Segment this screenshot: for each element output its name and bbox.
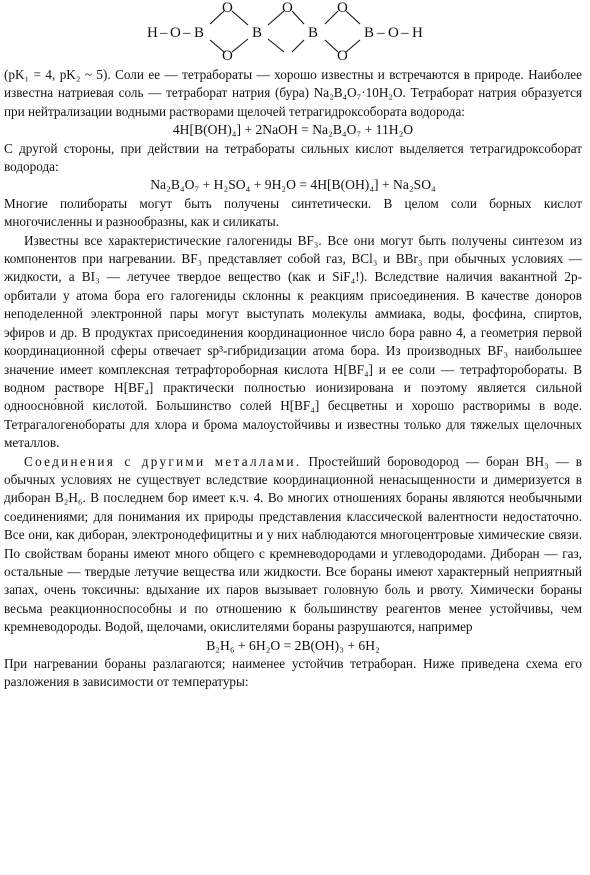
atom-label: O: [170, 25, 181, 41]
bond-dash: –: [160, 25, 168, 41]
bond-line: [268, 39, 284, 52]
atom-label: O: [388, 25, 399, 41]
atom-label: B: [194, 25, 205, 41]
atom-label: O: [282, 0, 293, 16]
bond-line: [232, 11, 248, 25]
atom-label: O: [222, 0, 233, 16]
atom-label: B: [308, 25, 319, 41]
paragraph-polyborates: Многие полибораты могут быть получены синтетически. В целом соли борных кислот многочисленны и разнообразны, как и силикаты.: [4, 195, 582, 230]
document-body: [4, 66, 582, 692]
atom-label: O: [337, 0, 348, 16]
paragraph-decomposition: При нагревании бораны разлагаются; наименее устойчив тетраборан. Ниже приведена схема его разложения в зависимости от температуры:: [4, 656, 582, 690]
bond-dash: –: [401, 25, 409, 41]
bond-line: [292, 40, 304, 52]
section-heading: Соединения с другими металлами.: [24, 453, 302, 469]
equation-neutralization: 4H[B(OH)₄] + 2NaOH = Na₂B₄O₇ + 11H₂O: [172, 122, 414, 138]
bond-dash: –: [183, 25, 191, 41]
atom-label: O: [337, 48, 348, 64]
bond-line: [346, 40, 360, 52]
bond-line: [292, 11, 304, 24]
paragraph-halides: Известны все характеристические галогениды BF₃. Все они могут быть получены синтезом из компонентов при нагревании. BF₃ представляет собой газ, BCl₃ и BBr₃ при обычных условиях — жидкости, а BI₃ — летучее твердое вещество (как и SiF₄!). Вследствие наличия вакантной 2p-орбитали у атома бора его галогениды склонны к реакциям присоединения. В качестве доноров неподеленной электронной пары могут выступать молекулы аммиака, воды, фосфина, спиртов, эфиров и др. В продуктах присоединения координационное число бора равно 4, а геометрия первой координационной сферы отвечает sp³-гибридизации атома бора. Из производных BF₃ наибольшее значение имеет комплексная тетрафтороборная кислота H[BF₄] и ее соли — тетрафторобораты. В водном растворе H[BF₄] практически полностью ионизирована и поэтому является сильной одноосно́вной кислотой. Большинство солей H[BF₄] бесцветны и хорошо растворимы в воде. Тетрагалогенобораты для хлора и брома малоустойчивы и известны только для тяжелых щелочных металлов.: [4, 232, 582, 451]
bond-line: [232, 39, 248, 52]
atom-label: B: [252, 25, 263, 41]
bond-line: [346, 11, 360, 24]
paragraph-tetraborates: (pK₁ = 4, pK₂ ~ 5). Соли ее — тетрабораты — хорошо известны и встречаются в природе. Наиболее известна натриевая соль — тетраборат натрия (бура) Na₂B₄O₇·10H₂O. Тетраборат натрия образуется при нейтрализации водными растворами щелочей тетрагидроксобората водорода:: [4, 67, 582, 119]
atom-label: H: [412, 25, 423, 41]
tetraboric-acid-structure: [0, 0, 590, 64]
equation-diborane-hydrolysis: B₂H₆ + 6H₂O = 2B(OH)₃ + 6H₂: [206, 637, 380, 653]
paragraph-boranes: [4, 453, 582, 637]
bond-dash: –: [377, 25, 385, 41]
equation-acid-reaction: Na₂B₄O₇ + H₂SO₄ + 9H₂O = 4H[B(OH)₄] + Na₂SO₄: [150, 177, 436, 193]
paragraph-boranes-text: Простейший бороводород — боран BH₃ — в обычных условиях не существует вследствие координационной ненасыщенности и димеризуется в диборан B₂H₆. В последнем бор имеет к.ч. 4. Во многих отношениях бораны являются необычными соединениями; для понимания их природы представления классической валентности недостаточно. Все они, как диборан, электронодефицитны и у них наблюдаются многоцентровые химические связи. По свойствам бораны имеют много общего с кремневодородами и углеводородами. Диборан — газ, остальные — твердые летучие вещества или жидкости. Все бораны имеют характерный неприятный запах, очень токсичны: вдыхание их паров вызывает головную боль и рвоту. Химически бораны весьма реакционноспособны и по отношению к большинству реагентов менее устойчивы, чем кремневодороды. Водой, щелочами, окислителями бораны разрушаются, например: [4, 453, 582, 635]
atom-label: B: [364, 25, 375, 41]
atom-label: H: [147, 25, 158, 41]
paragraph-acid-action: С другой стороны, при действии на тетрабораты сильных кислот выделяется тетрагидроксоборат водорода:: [4, 140, 582, 175]
atom-label: O: [222, 48, 233, 64]
